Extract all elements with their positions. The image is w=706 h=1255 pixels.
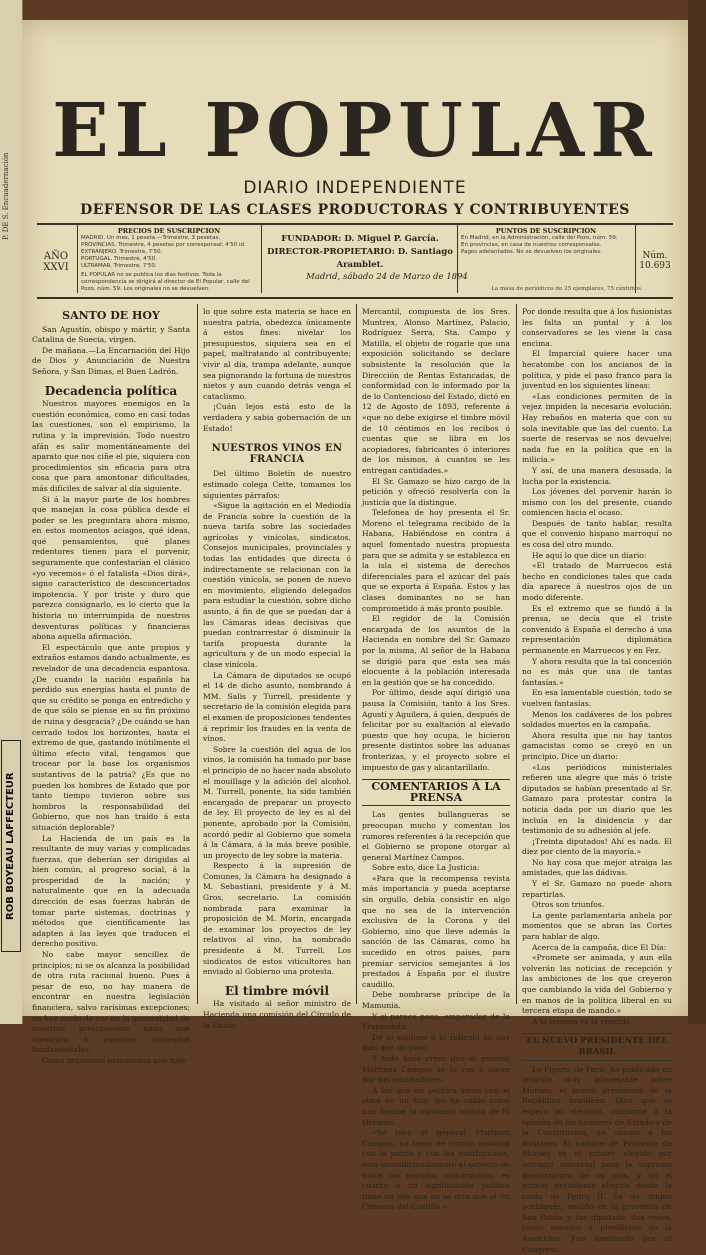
points-note: La masa de periódicos de 25 ejemplares, 75 céntimos. <box>491 286 643 292</box>
paragraph: «Para que la recompensa revista más importancia y pueda aceptarse sin orgullo, debía consistir en algo que no sea de la intervención exclusiva de la Corona y del Gobierno, sino que lleve además la sanción de las Cámaras, como ha sucedido en otros países, para premiar servicios semejantes á los prestados á España por el ilustre caudillo. <box>362 873 510 989</box>
column-1 <box>32 307 190 1065</box>
divider <box>635 225 636 293</box>
paragraph: «Los periódicos ministeriales refieren una alegre que más ó triste diputados se habían presentado al Sr. Gamazo para protestar contra la noticia dada por un diario que les incluía en la disidencia y dar testimonio de su adhesión al jefe. <box>522 762 672 836</box>
prices-note: EL POPULAR no se publica los días festivos. Toda la correspondencia se dirigirá al director de El Popular, calle del Pozo, núm. 59. Los originales no se devuelven. <box>81 272 250 292</box>
paragraph: En esa lamentable cuestión, todo se vuelven fantasías. <box>522 688 672 708</box>
paragraph: Acerca de la campaña, dice El Día: <box>532 942 667 952</box>
paragraph: Y el Sr. Gamazo no puede ahora repartirlas. <box>522 879 672 899</box>
column-divider <box>356 304 357 1004</box>
points-title: PUNTOS DE SUSCRIPCION <box>495 227 597 235</box>
price-line: ULTRAMAR. Trimestre, 7'50. <box>81 263 157 269</box>
paragraph: Por último, desde aquí dirigió una pausa la Comisión, tanto á los Sres. Agustí y Aguilera, á quien, después de felicitar por su exaltación al elevado puesto que hoy ocupa, le hicieron presente distintos sobre las aduanas fronterizas, y el proyecto sobre el impuesto de gas y alcantarillado. <box>362 688 510 772</box>
paragraph: Y así, de una manera desusada, la lucha por la existencia. <box>522 465 672 486</box>
paragraph: ¡Cuán lejos está esto de la verdadera y sabia gobernación de un Estado! <box>203 402 351 433</box>
paragraph: lo que sobre esta materia se hace en nuestra patria, obedezca únicamente á estos fines: nivelar los presupuestos, siquiera sea en el papel, maltratando al contribuyente; vivir al día, trampa adelante, aunque sea pignorando la fortuna de nuestros nietos y aun cuando detrás venga el cataclismo. <box>203 307 351 401</box>
paragraph: Si á la mayor parte de los hombres que manejan la cosa pública desde el poder se les preguntara ahora mismo, en estos momentos aciagos, qué ideas, qué pensamientos, qué planes redentores tienen para el porvenir, seguramente que contestarían el clásico «yo veremos» ó el fatalista «Dios dirá», signo característico de desconcertados impotencia. Y por triste y duro que parezca consignarlo, es lo cierto que la historia no interrumpida de nuestros desventuras políticas y financieras abona aquella afirmación. <box>32 494 190 642</box>
paragraph: El espectáculo que ante propios y extraños estamos dando actualmente, es revelador de una decadencia espantosa. ¿De cuando la nación española ha perdido sus energías hasta el punto de que su crédito se ponga en entredicho y de que sólo se piense en su fin próximo de ruina y desgracia? ¿De cuándo se han cerrado todos los horizontes, hasta el extremo de que, gastando inútilmente el último efecto vital, tengamos que trocear por la base los organismos sustantivos de la patria? ¿Es que no pueden los hombres de Estado que por tanto tiempo tuvieron sobre sus hombros la responsabilidad del Gobierno, que nos han traído á esta situación deplorable? <box>32 642 190 832</box>
paragraph: He aquí lo que dice un diario: <box>532 550 647 560</box>
paragraph: A la tercera va la vencida. <box>532 1016 633 1026</box>
paragraph: Sobre la cuestión del agua de los vinos, la comisión ha tomado por base el principio de no hacer nada absoluto el mouillage y la adición del alcohol. M. Turrell, ponente, ha sido también encargado de preparar un proyecto de ley. El proyecto de ley es al del ponente, aprobado por la Comisión, acordó pedir al Gobierno que someta á la Cámara, á la más breve posible, un proyecto de ley sobre la materia. <box>203 744 351 860</box>
previous-page-edge <box>0 0 23 1024</box>
binding-text: P. DE S. Encuadernación <box>2 152 10 240</box>
column-divider <box>516 304 517 1004</box>
founder: FUNDADOR: D. Miguel P. García. <box>281 234 439 244</box>
points-line: Pagos adelantados. No se devuelven los originales. <box>461 249 602 255</box>
price-line: PORTUGAL. Trimestre, 4'50. <box>81 256 157 262</box>
newspaper-page <box>22 20 688 1254</box>
paragraph: «El tratado de Marruecos está hecho en condiciones tales que cada día aparece á nuestros ojos de un modo diferente. <box>522 561 672 603</box>
paragraph: El regidor de la Comisión encargada de los asuntos de la Hacienda en nombre del Sr. Gamazo por la misma, Al señor de la Habana se dirigió para que esta sea más elocuente á la población interesada en la gestión que se ha concedido. <box>362 614 510 687</box>
paragraph: A los que en política viven con el alma en un hilo, les ha caído como una bomba la siguiente noticia de El Heraldo: <box>362 1085 510 1127</box>
article-heading: NUESTROS VINOS EN FRANCIA <box>211 443 343 465</box>
issue-date: Madrid, sábado 24 de Marzo de 1894 <box>306 272 468 282</box>
paragraph: Respecto á la supresión de Comunes, la Cámara ha designado á M. Sebastiani, presidente y á M. Gros, secretario. La comisión nombrada para examinar la proposición de M. Morin, encargada de examinar los proyectos de ley relativos al vino, ha nombrado presidente á M. Turrell. Los sindicatos de estos viticultores han enviado al Gobierno una protesta. <box>203 861 351 977</box>
points-line: En Madrid, en la Administración, calle del Pozo, núm. 59. <box>461 235 618 241</box>
article-heading: COMENTARIOS Á LA PRENSA <box>362 779 510 806</box>
paragraph: La gente parlamentaria anhela por momentos que se abran las Cortes para hablar de algo. <box>522 910 672 942</box>
paragraph: Otros son triunfos. <box>532 900 605 910</box>
paragraph: Del último Boletín de nuestro estimado colega Cette, tomamos los siguientes párrafos: <box>203 469 351 500</box>
paragraph: No hay cosa que mejor atraiga las amistades, que las dádivas. <box>522 857 672 878</box>
price-line: EXTRANJERO. Trimestre, 7'50. <box>81 249 163 255</box>
paragraph: No cabe mayor sencillez de principios; ni se os alcanza la posibilidad de otra ruta racional bueno. Pues á pesar de eso, no hay manera de encontrar en nuestra legislación financiera, salvo rarísimas excepciones; no hay modo de ver en la generalidad de nuestros presupuestos nada que obedezca á aquellos conceptos fundamentales. <box>32 950 190 1055</box>
saint-heading: SANTO DE HOY <box>62 309 160 322</box>
subscription-prices <box>81 227 257 293</box>
divider <box>457 225 458 293</box>
paragraph: Gama impresión penosísima que todo <box>42 1055 187 1065</box>
paragraph: Le Figaro, de París, ha publicado un artículo muy interesante sobre Moraes, el nuevo presidente de la República brasileña. Dice que se espera su elección, conforme á la opinión de los hombres de Estado y de la Constitución, en cuanto á los militares. El nombre de Prudente de Moraes es el primer elegido por sufragio universal para la suprema magistratura de su país, y no el primer presidente elegido desde la caída de Pedro II. Es de origen portugués, nacido en la provincia de San Pablo, y fue diputado, dos veces, luego senador y presidente de la Asamblea. Fue nombrado por el Congreso. <box>522 1064 672 1254</box>
paragraph: Sobre esto, dice La Justicia: <box>372 863 480 873</box>
issue-number: Núm. 10.693 <box>639 251 671 271</box>
scan-border <box>688 0 706 1024</box>
points-line: En provincias, en casa de nuestros corresponsales. <box>461 242 602 248</box>
paragraph: De mañana.—La Encarnación del Hijo de Dios y Anunciación de Nuestra Señora, y San Dimas, el Buen Ladrón. <box>32 345 190 376</box>
paragraph: Después de tanto hablar, resulta que el convenio hispano marroquí no es cosa del otro mundo. <box>522 518 672 550</box>
paragraph: El Imparcial quiere hacer una hecatombe con los ancianos de la política, y pide el paso franco para la juventud en los siguientes líneas: <box>522 349 672 391</box>
paragraph: Nuestros mayores enemigos en la cuestión económica, como en casi todas las cuestiones, son el empirismo, la rutina y la imprevisión. Todo nuestro afán es salir momentáneamente del aparato que nos ciñe el pie, siquiera con procedimientos sin eficacia para otra cosa que para amontonar dificultades, más difíciles de salvar al día siguiente. <box>32 399 190 493</box>
article-heading: El timbre móvil <box>225 983 329 998</box>
management <box>265 233 455 272</box>
paragraph: Las gentes bullangueras se preocupan mucho y comentan los rumores referentes á la recepción que el Gobierno se propone otorgar al general Martínez Campos. <box>362 810 510 862</box>
subscription-points <box>461 227 631 256</box>
paragraph: Es el extremo que se fundó á la prensa, se decía que el triste convenido á España el derecho á una representación diplomática permanente en Marruecos y en Fez. <box>522 603 672 655</box>
price-line: PROVINCIAS. Trimestre, 4 pesetas por corresponsal; 4'50 id. <box>81 242 246 248</box>
paragraph: El Sr. Gamazo se hizo cargo de la petición y ofreció resolverla con la justicia que la distingue. <box>362 476 510 507</box>
newspaper-title: EL POPULAR <box>52 88 658 174</box>
newspaper-subtitle: DIARIO INDEPENDIENTE <box>243 178 467 198</box>
paragraph: La Cámara de diputados se ocupó el 14 de dicho asunto, nombrando á MM. Salis y Turrell, presidente y secretario de la comisión elegida para el examen de proposiciones tendentes á reprimir los fraudes en la venta de vinos. <box>203 670 351 744</box>
divider <box>77 225 78 293</box>
paragraph: «Sé bien el general Martínez Campos, no tiene de común relación con la patria y con las instituciones, está incondicionalmente al servicio de todos los partidos monárquicos, es cuanto a un significación política tiene un jefe que no se otra que al Sr. Cánovas del Castillo.» <box>362 1128 510 1212</box>
paragraph: «Promete ser animada, y aun ella volverán las noticias de recepción y las ambiciones de los que creyeron que cambiando la vida del Gobierno y en manos de la política liberal en su tercera etapa de mando.» <box>522 953 672 1016</box>
paragraph: Telefonea de hoy presenta el Sr. Moreno el telegrama recibido de la Habana, Habiéndose en contra á aquel fomentado nuestra propuesta para que se admita y se establezca en la isla el sistema de derechos diferenciales para el azúcar del país que se exporta á España. Estos y las clases dominantes no se han comprometido á más pronto posible. <box>362 508 510 613</box>
paragraph: Y todo hace creer que el general Martínez Campos se lo van á hacer dar sus admiradores. <box>362 1053 510 1085</box>
paragraph: Menos los cadáveres de los pobres soldados muertos en la campaña. <box>522 709 672 730</box>
divider <box>261 225 262 293</box>
column-2 <box>203 307 351 1030</box>
paragraph: Los jóvenes del porvenir harán lo mismo con los del presente, cuando comiencen hacia el ocaso. <box>522 487 672 518</box>
prices-title: PRECIOS DE SUSCRIPCION <box>117 227 221 235</box>
paragraph: Y ahora resulta que la tal concesión no es más que una de tantas fantasías.» <box>522 656 672 687</box>
side-advertisement: ROB BOYEAU LAFFECTEUR <box>1 740 21 952</box>
paragraph: Por donde resulta que á los fusionistas les falta un puntal y á los conservadores se les viene la casa encima. <box>522 307 672 348</box>
article-heading: EL NUEVO PRESIDENTE DEL BRASIL <box>522 1033 672 1060</box>
column-divider <box>197 304 198 1004</box>
paragraph: Ahora resulta que no hay tantos gamacistas como se creyó en un principio. Dice un diario: <box>522 730 672 761</box>
paragraph: De lo sublime á lo ridículo no hay más que un paso. <box>362 1032 510 1053</box>
paragraph: Debe nombrarse príncipe de la Mamunia. <box>362 990 510 1010</box>
article-heading: Decadencia política <box>44 383 178 398</box>
price-line: MADRID. Un mes, 1 peseta.—Trimestre, 3 pesetas. <box>81 235 221 241</box>
year-label: AÑO XXVI <box>43 251 69 273</box>
column-4 <box>522 307 672 1254</box>
paragraph: Mercantil, compuesta de los Sres. Muntrex, Alonso Martínez, Palacio, Rodríguez Serra, Sta. Campo y Matilla, el objeto de rogarle que una exposición solicitando se declare subsistente la resolución que la Dirección de Rentas Estancadas, de conformidad con lo informado por la de lo Contencioso del Estado, dictó en 12 de Agosto de 1893, referente á «que no debe exigirse el timbre móvil de 10 céntimos en los recibos ó cuentas que se libra en los acopiadores, fabricantes ó interiores de los mismos, á cuantos se les entregan cantidades.» <box>362 307 510 475</box>
paragraph: ¡Treinta diputados! Ahí es nada. El diez por ciento de la mayoría.» <box>522 836 672 857</box>
paragraph: La Hacienda de un país es la resultante de muy varias y complicadas fuerzas, que deberían ser dirigidas al bien común, al progreso social, á la prosperidad de la nación; y naturalmente que en la adecuada dirección de esas fuerzas habrán de tomar parte sistemas, doctrinas y métodos que científicamente las adapten á las leyes que traducen el derecho positivo. <box>32 833 190 949</box>
newspaper-tagline: DEFENSOR DE LAS CLASES PRODUCTORAS Y CONTRIBUYENTES <box>80 202 630 218</box>
paragraph: Y si parece poco, emperador de la Trapisonda. <box>362 1011 510 1032</box>
director: DIRECTOR-PROPIETARIO: D. Santiago Aramblet. <box>267 247 453 270</box>
paragraph: «Las condiciones permiten de la vejez impiden la necesaria evolución. Hay rebaños en materia que con su sola inevitable que las del cuento. La suerte de reservas se nos devuelve; nada fue en la política que en la milicia.» <box>522 391 672 465</box>
column-3 <box>362 307 510 1212</box>
paragraph: Ha visitado al señor ministro de Hacienda una comisión del Círculo de la Unión <box>203 999 351 1030</box>
paragraph: San Agustín, obispo y mártir, y Santa Catalina de Suecia, virgen. <box>32 324 190 345</box>
paragraph: «Sigue la agitación en el Mediodía de Francia sobre la cuestión de la nueva tarifa sobre las sociedades agrícolas y vinícolas, sindicatos, Consejos municipales, provinciales y todas las entidades que directa ó indirectamente se relacionan con la cuestión vinícola, se ponen de nuevo en movimiento, eligiendo delegados para estudiar la cuestión, sobre dicho asunto, á fin de que se puedan dar á las Cámaras ideas decisivas que puedan contrarrestar ó disminuir la tarifa propuesta durante la agricultura y de un modo especial la clase vinícola. <box>203 501 351 669</box>
